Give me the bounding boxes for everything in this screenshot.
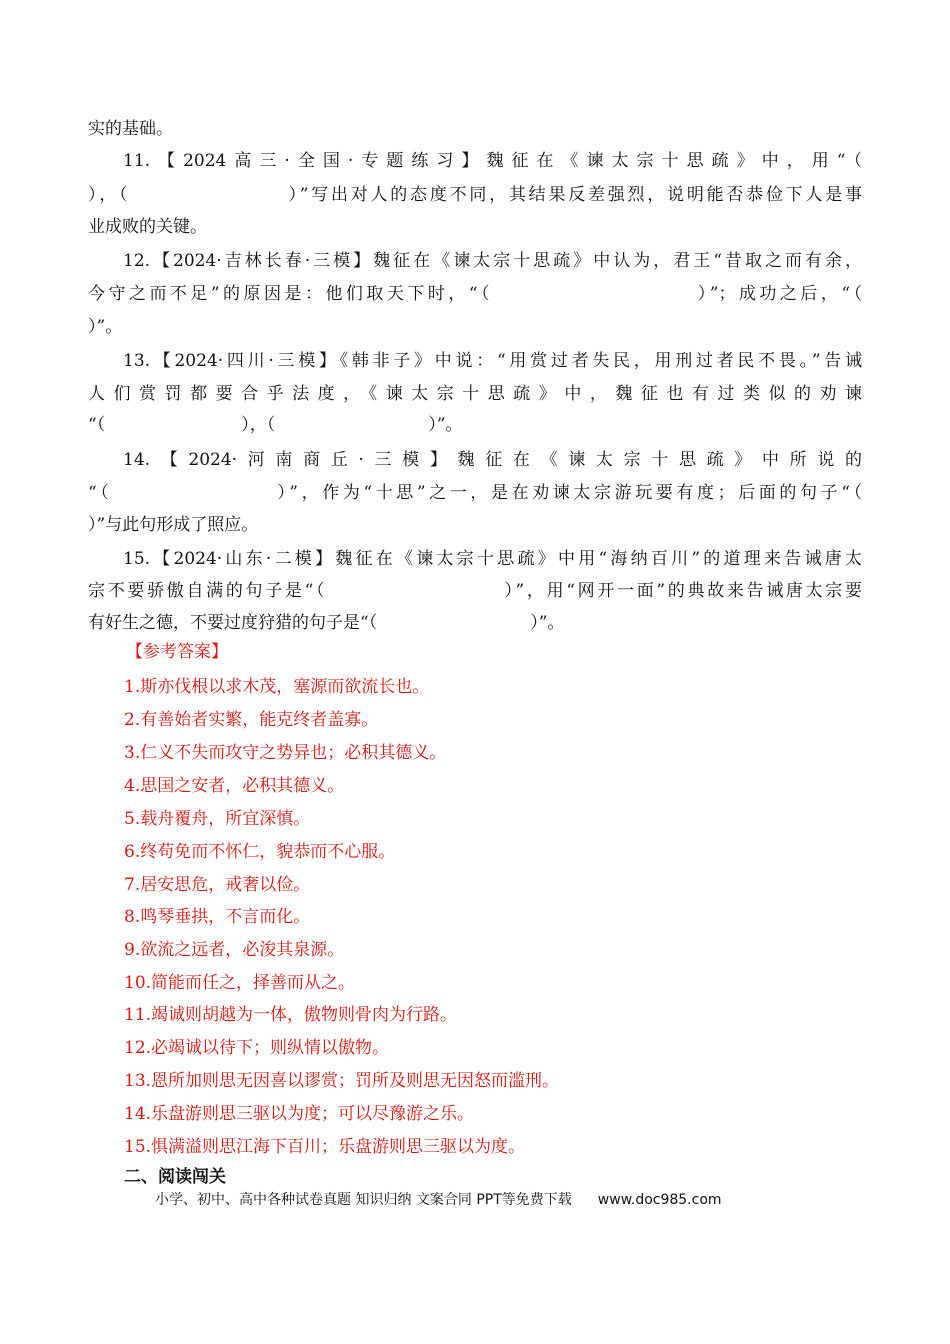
question-11-line-3: 业成败的关键。 bbox=[88, 217, 207, 237]
answer-item: 4.思国之安者，必积其德义。 bbox=[124, 776, 345, 796]
question-14-line-2: “（ ）”，作为“十思”之一，是在劝谏太宗游玩要有度；后面的句子“（ bbox=[88, 483, 862, 503]
page-footer bbox=[155, 1190, 722, 1210]
question-12-line-2: 今守之而不足”的原因是：他们取天下时，“（ ）”；成功之后，“（ bbox=[88, 284, 862, 304]
answer-item: 1.斯亦伐根以求木茂，塞源而欲流长也。 bbox=[124, 677, 430, 697]
question-14-line-1: 14.【2024·河南商丘·三模】魏征在《谏太宗十思疏》中所说的 bbox=[123, 450, 862, 470]
question-13-line-3: “（ ），（ ）”。 bbox=[88, 415, 463, 435]
question-15-line-3: 有好生之德，不要过度狩猎的句子是“（ ）”。 bbox=[88, 613, 565, 633]
answer-item: 14.乐盘游则思三驱以为度；可以尽豫游之乐。 bbox=[124, 1104, 475, 1124]
answer-item: 15.惧满溢则思江海下百川；乐盘游则思三驱以为度。 bbox=[124, 1137, 526, 1157]
answer-item: 7.居安思危，戒奢以俭。 bbox=[124, 875, 311, 895]
question-11-line-2: ），（ ）”写出对人的态度不同，其结果反差强烈，说明能否恭俭下人是事 bbox=[88, 185, 862, 205]
section-heading: 二、阅读闯关 bbox=[124, 1167, 226, 1187]
question-12-line-3: ）”。 bbox=[88, 317, 123, 337]
question-14-line-3: ）”与此句形成了照应。 bbox=[88, 515, 259, 535]
answer-item: 8.鸣琴垂拱，不言而化。 bbox=[124, 907, 311, 927]
question-13-line-1: 13.【2024·四川·三模】《韩非子》中说：“用赏过者失民，用刑过者民不畏。”告诫 bbox=[123, 351, 862, 371]
footer-text: 小学、初中、高中各种试卷真题 知识归纳 文案合同 PPT等免费下载 bbox=[155, 1192, 572, 1208]
question-15-line-1: 15.【2024·山东·二模】魏征在《谏太宗十思疏》中用“海纳百川”的道理来告诫唐太 bbox=[123, 549, 862, 569]
answer-item: 3.仁义不失而攻守之势异也；必积其德义。 bbox=[124, 743, 447, 763]
question-12-line-1: 12.【2024·吉林长春·三模】魏征在《谏太宗十思疏》中认为，君王“昔取之而有余， bbox=[123, 251, 862, 271]
footer-url[interactable]: www.doc985.com bbox=[597, 1192, 722, 1208]
answer-item: 13.恩所加则思无因喜以谬赏；罚所及则思无因怒而滥刑。 bbox=[124, 1071, 560, 1091]
answer-item: 6.终苟免而不怀仁，貌恭而不心服。 bbox=[124, 842, 396, 862]
question-13-line-2: 人们赏罚都要合乎法度，《谏太宗十思疏》中，魏征也有过类似的劝谏 bbox=[88, 384, 862, 404]
answer-item: 9.欲流之远者，必浚其泉源。 bbox=[124, 940, 345, 960]
answer-item: 2.有善始者实繁，能克终者盖寡。 bbox=[124, 710, 379, 730]
continuation-text: 实的基础。 bbox=[88, 119, 173, 139]
answer-item: 12.必竭诚以待下；则纵情以傲物。 bbox=[124, 1038, 390, 1058]
answer-item: 5.载舟覆舟，所宜深慎。 bbox=[124, 809, 311, 829]
answer-item: 10.简能而任之，择善而从之。 bbox=[124, 973, 356, 993]
question-11-line-1: 11.【2024高三·全国·专题练习】魏征在《谏太宗十思疏》中，用“（ bbox=[123, 151, 862, 171]
answers-heading: 【参考答案】 bbox=[126, 642, 228, 662]
answer-item: 11.竭诚则胡越为一体，傲物则骨肉为行路。 bbox=[124, 1005, 458, 1025]
question-15-line-2: 宗不要骄傲自满的句子是“（ ）”，用“网开一面”的典故来告诫唐太宗要 bbox=[88, 581, 862, 601]
